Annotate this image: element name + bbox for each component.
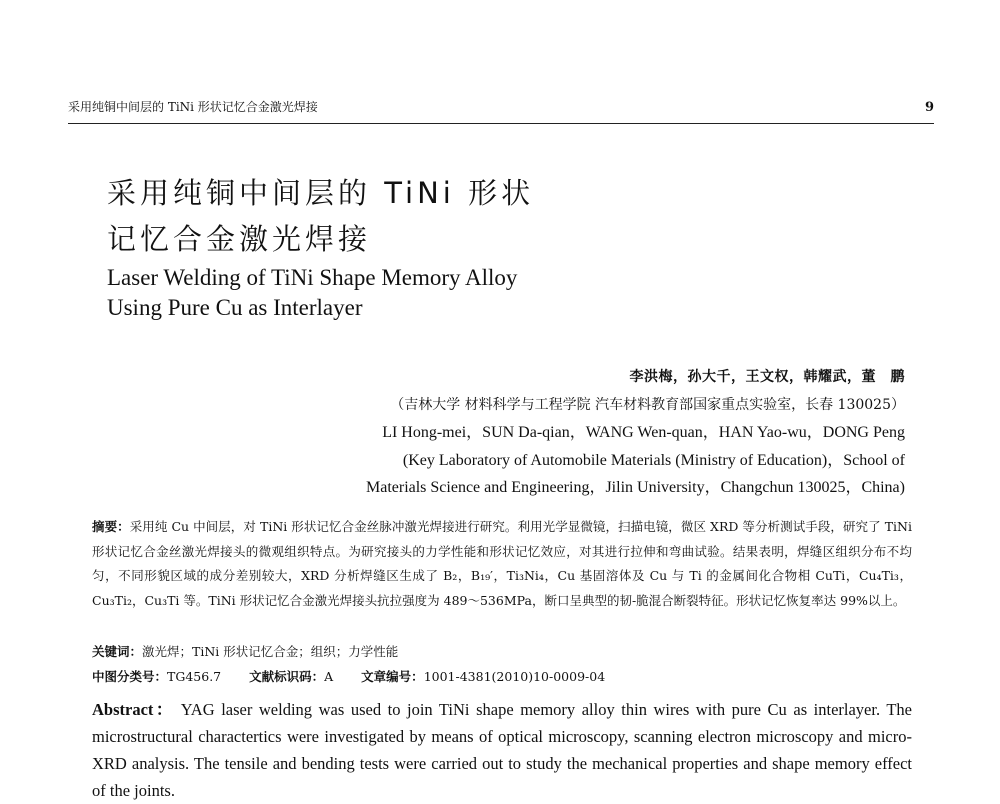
affiliation-cn: （吉林大学 材料科学与工程学院 汽车材料教育部国家重点实验室，长春 130025）: [390, 396, 905, 413]
authors-block: [366, 364, 905, 502]
page-number: 9: [924, 100, 934, 115]
authors-en: LI Hong-mei，SUN Da-qian，WANG Wen-quan，HAN Yao-wu，DONG Peng: [382, 424, 905, 441]
running-header: [68, 98, 934, 115]
title-cn-line2: 记忆合金激光焊接: [107, 222, 372, 256]
header-rule: [68, 123, 934, 124]
article-no-label: 文章编号：: [361, 669, 424, 684]
doc-code-value: A: [324, 669, 334, 684]
title-cn-line1: 采用纯铜中间层的 TiNi 形状: [107, 176, 535, 210]
abstract-en: [92, 696, 912, 804]
title-en-line2: Using Pure Cu as Interlayer: [107, 295, 363, 320]
affiliation-en-line2: Materials Science and Engineering，Jilin University，Changchun 130025，China): [365, 479, 905, 496]
classification-line: [92, 667, 605, 685]
clc-value: TG456.7: [167, 669, 222, 684]
abstract-en-label: Abstract：: [92, 700, 175, 719]
keywords-text: 激光焊；TiNi 形状记忆合金；组织；力学性能: [142, 644, 399, 659]
title-cn: [107, 170, 534, 262]
clc-label: 中图分类号：: [92, 669, 168, 684]
abstract-cn: [92, 515, 912, 613]
running-header-title: 采用纯铜中间层的 TiNi 形状记忆合金激光焊接: [68, 100, 318, 114]
title-en: [107, 263, 517, 323]
keywords-label: 关键词：: [92, 644, 143, 659]
doc-code-label: 文献标识码：: [249, 669, 325, 684]
affiliation-en-line1: (Key Laboratory of Automobile Materials (Ministry of Education)，School of: [402, 451, 905, 469]
title-en-line1: Laser Welding of TiNi Shape Memory Alloy: [107, 265, 518, 290]
abstract-cn-text: 采用纯 Cu 中间层，对 TiNi 形状记忆合金丝脉冲激光焊接进行研究。利用光学显微镜，扫描电镜，微区 XRD 等分析测试手段，研究了 TiNi 形状记忆合金丝激光焊接头的微观组织特点。为研究接头的力学性能和形状记忆效应，对其进行拉伸和弯曲试验。结果表明，焊缝区组织分布不均匀，不同形貌区域的成分差别较大，XRD 分析焊缝区生成了 B₂，B₁₉′，Ti₃Ni₄，Cu 基固溶体及 Cu 与 Ti 的金属间化合物相 CuTi，Cu₄Ti₃，Cu₃Ti₂，Cu₃Ti 等。TiNi 形状记忆合金激光焊接头抗拉强度为 489～536MPa，断口呈典型的韧-脆混合断裂特征。形状记忆恢复率达 99%以上。: [92, 519, 912, 608]
article-no-value: 1001-4381(2010)10-0009-04: [423, 669, 606, 684]
keywords-line: [92, 642, 398, 660]
abstract-cn-label: 摘要：: [92, 519, 130, 534]
authors-cn: 李洪梅，孙大千，王文权，韩耀武，董 鹏: [629, 369, 905, 385]
abstract-en-text: YAG laser welding was used to join TiNi shape memory alloy thin wires with pure Cu as interlayer. The microstructural charactertics were investigated by means of optical microscopy, scanning electron microscopy and micro-XRD analysis. The tensile and bending tests were carried out to study the mechanical properties and shape memory effect of the joints.: [92, 700, 913, 800]
